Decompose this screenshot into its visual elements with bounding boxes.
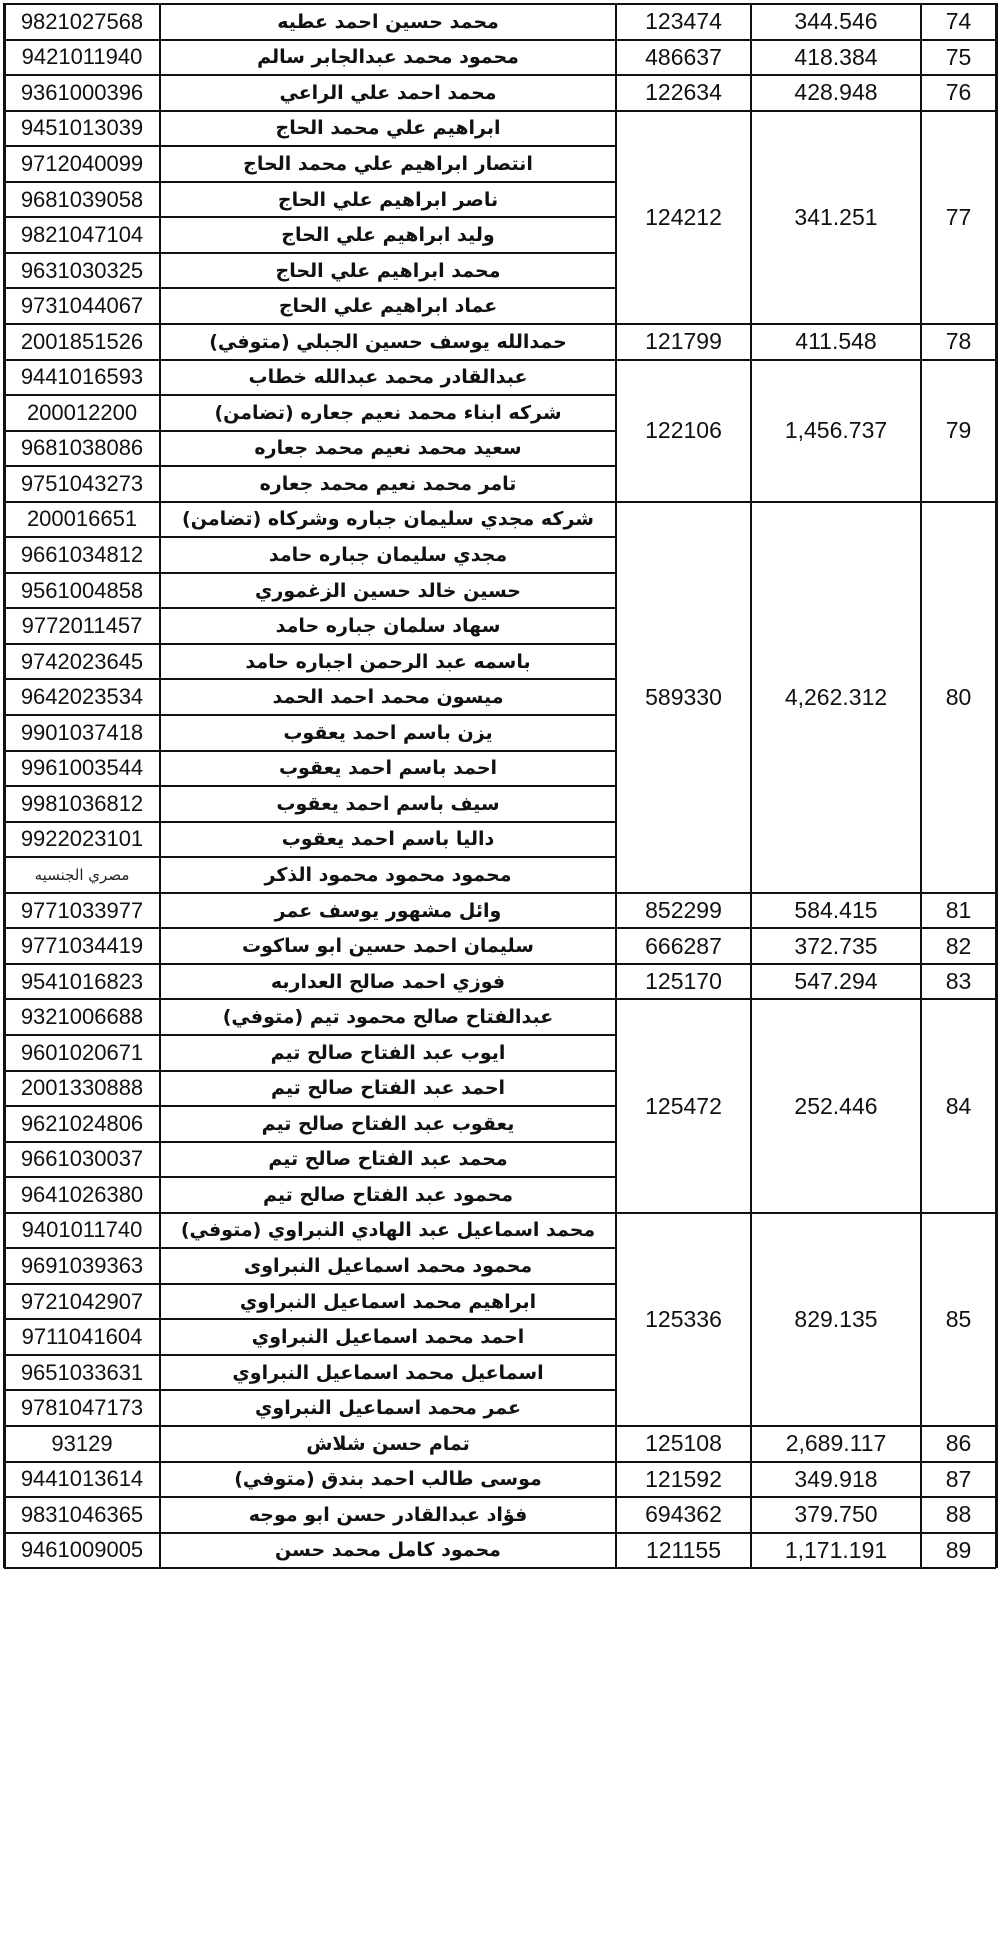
grid-line [4, 643, 616, 645]
owner-id: 9711041604 [21, 1324, 143, 1350]
area-value: 252.446 [794, 1092, 878, 1119]
owner-id: 200016651 [26, 506, 138, 532]
owner-name: محمد حسين احمد عطيه [277, 10, 499, 33]
owner-id: 9771033977 [20, 897, 144, 923]
grid-line [4, 39, 996, 41]
grid-line [4, 1247, 616, 1249]
owner-id: 9821047104 [20, 222, 144, 248]
grid-line [4, 216, 616, 218]
owner-name: ابراهيم محمد اسماعيل النبراوي [239, 1290, 537, 1313]
parcel-number: 123474 [645, 8, 722, 35]
parcel-number: 121799 [645, 328, 722, 355]
owner-id: 9561004858 [20, 577, 144, 603]
grid-line [615, 3, 617, 1568]
owner-id: 9712040099 [20, 150, 144, 176]
owner-id: 9631030325 [20, 257, 144, 283]
area-value: 428.948 [794, 79, 878, 106]
parcel-number: 125170 [645, 968, 722, 995]
owner-id: 9751043273 [20, 470, 144, 496]
owner-name: احمد باسم احمد يعقوب [278, 757, 498, 780]
owner-name: عمر محمد اسماعيل النبراوي [254, 1397, 522, 1420]
owner-name: محمود عبد الفتاح صالح تيم [262, 1183, 514, 1206]
area-value: 4,262.312 [784, 683, 888, 710]
grid-line [3, 3, 6, 1568]
area-value: 418.384 [794, 43, 878, 70]
grid-line [4, 465, 616, 467]
grid-line [4, 1567, 996, 1569]
owner-name: وليد ابراهيم علي الحاج [281, 224, 495, 247]
row-number: 84 [945, 1092, 972, 1119]
owner-id: 9772011457 [21, 613, 143, 639]
owner-id: 9451013039 [20, 115, 144, 141]
owner-name: محمود محمد عبدالجابر سالم [257, 46, 519, 69]
grid-line [4, 572, 616, 574]
owner-name: داليا باسم احمد يعقوب [281, 828, 495, 851]
owner-id: 2001851526 [20, 328, 144, 354]
owner-name: حمدالله يوسف حسين الجبلي (متوفي) [209, 330, 567, 353]
grid-line [4, 714, 616, 716]
parcel-number: 125108 [645, 1430, 722, 1457]
grid-line [4, 678, 616, 680]
grid-line [4, 607, 616, 609]
owner-id: 9661034812 [20, 542, 144, 568]
grid-line [4, 1425, 996, 1427]
parcel-number: 125336 [645, 1305, 722, 1332]
grid-line [4, 323, 996, 325]
owner-name: احمد محمد اسماعيل النبراوي [251, 1326, 525, 1349]
area-value: 584.415 [794, 897, 878, 924]
grid-line [4, 181, 616, 183]
owner-name: عبدالقادر محمد عبدالله خطاب [248, 366, 528, 389]
grid-line [4, 394, 616, 396]
row-number: 74 [945, 8, 972, 35]
grid-line [4, 1461, 996, 1463]
owner-id: 9961003544 [20, 755, 144, 781]
owner-name: محمد اسماعيل عبد الهادي النبراوي (متوفي) [180, 1219, 596, 1242]
owner-id: 9681038086 [20, 435, 144, 461]
owner-name: يعقوب عبد الفتاح صالح تيم [261, 1112, 515, 1135]
row-number: 75 [945, 43, 972, 70]
grid-line [4, 750, 616, 752]
owner-id: 9321006688 [20, 1004, 144, 1030]
owner-id: 9821027568 [20, 8, 144, 34]
grid-line [4, 110, 996, 112]
row-number: 89 [945, 1536, 972, 1563]
grid-line [4, 998, 996, 1000]
row-number: 80 [945, 683, 972, 710]
grid-line [920, 3, 922, 1568]
owner-name: مجدي سليمان جباره حامد [268, 544, 508, 567]
owner-id: 9641026380 [20, 1181, 144, 1207]
owner-name: ايوب عبد الفتاح صالح تيم [270, 1041, 506, 1064]
owner-name: يزن باسم احمد يعقوب [283, 721, 493, 744]
grid-line [4, 1212, 996, 1214]
owner-name: تمام حسن شلاش [306, 1432, 470, 1455]
parcel-number: 486637 [645, 43, 722, 70]
grid-line [750, 3, 752, 1568]
owner-name: محمود محمود محمود الذكر [264, 863, 512, 886]
owner-name: باسمه عبد الرحمن اجباره حامد [245, 650, 531, 673]
grid-line [4, 963, 996, 965]
owner-name: عبدالفتاح صالح محمود تيم (متوفي) [222, 1006, 554, 1029]
grid-line [4, 1532, 996, 1534]
owner-name: سعيد محمد نعيم محمد جعاره [254, 437, 522, 460]
grid-line [159, 3, 161, 1568]
owner-id: 9361000396 [20, 79, 144, 105]
owner-name: سليمان احمد حسين ابو ساكوت [242, 935, 534, 958]
owner-name: انتصار ابراهيم علي محمد الحاج [243, 152, 533, 175]
owner-id: 93129 [51, 1430, 113, 1456]
row-number: 85 [945, 1305, 972, 1332]
area-value: 372.735 [794, 932, 878, 959]
owner-name: محمود كامل محمد حسن [275, 1539, 501, 1562]
parcel-number: 852299 [645, 897, 722, 924]
owner-id: 9621024806 [20, 1110, 144, 1136]
owner-id: 9901037418 [20, 719, 144, 745]
area-value: 1,456.737 [784, 417, 888, 444]
grid-line [4, 1318, 616, 1320]
owner-id: 9541016823 [20, 968, 144, 994]
grid-line [4, 1496, 996, 1498]
owner-name: عماد ابراهيم علي الحاج [278, 295, 498, 318]
parcel-number: 122634 [645, 79, 722, 106]
grid-line [4, 1389, 616, 1391]
owner-id: 200012200 [26, 399, 138, 425]
grid-line [4, 1176, 616, 1178]
owner-name: سهاد سلمان جباره حامد [275, 615, 501, 638]
owner-id: 9441013614 [20, 1466, 144, 1492]
area-value: 829.135 [794, 1305, 878, 1332]
owner-name: محمد عبد الفتاح صالح تيم [268, 1148, 508, 1171]
owner-id: 9401011740 [21, 1217, 143, 1243]
owner-id: 9731044067 [20, 293, 144, 319]
area-value: 341.251 [794, 203, 878, 230]
owner-name: تامر محمد نعيم محمد جعاره [259, 472, 517, 495]
owner-id: 9981036812 [20, 790, 144, 816]
owner-id: 9691039363 [20, 1253, 144, 1279]
owner-id: 2001330888 [20, 1075, 144, 1101]
area-value: 349.918 [794, 1465, 878, 1492]
owner-name: سيف باسم احمد يعقوب [276, 792, 500, 815]
owner-name: ابراهيم علي محمد الحاج [275, 117, 501, 140]
owner-id: 9642023534 [20, 684, 144, 710]
owner-id: 9781047173 [20, 1395, 144, 1421]
grid-line [4, 1354, 616, 1356]
owner-id: 9721042907 [20, 1288, 144, 1314]
row-number: 88 [945, 1501, 972, 1528]
parcel-number: 589330 [645, 683, 722, 710]
parcel-number: 694362 [645, 1501, 722, 1528]
area-value: 2,689.117 [785, 1430, 887, 1457]
row-number: 82 [945, 932, 972, 959]
area-value: 411.548 [795, 328, 877, 355]
grid-line [4, 785, 616, 787]
grid-line [4, 927, 996, 929]
parcel-number: 121155 [645, 1536, 722, 1563]
owner-name: حسين خالد حسين الزغموري [255, 579, 521, 602]
grid-line [4, 1105, 616, 1107]
owner-id: 9681039058 [20, 186, 144, 212]
owner-name: ميسون محمد احمد الحمد [272, 686, 504, 709]
owner-name: اسماعيل محمد اسماعيل النبراوي [232, 1361, 544, 1384]
grid-line [4, 287, 616, 289]
owner-id: مصري الجنسيه [34, 865, 130, 884]
owner-id: 9661030037 [20, 1146, 144, 1172]
owner-id: 9651033631 [20, 1359, 144, 1385]
owner-name: شركه مجدي سليمان جباره وشركاه (تضامن) [182, 508, 594, 531]
row-number: 78 [945, 328, 972, 355]
grid-line [4, 359, 996, 361]
row-number: 79 [945, 417, 972, 444]
grid-line [4, 892, 996, 894]
owner-id: 9922023101 [20, 826, 144, 852]
owner-name: محمد احمد علي الراعي [279, 81, 497, 104]
grid-line [4, 1141, 616, 1143]
area-value: 344.546 [794, 8, 878, 35]
owner-name: شركه ابناء محمد نعيم جعاره (تضامن) [214, 401, 562, 424]
row-number: 81 [945, 897, 972, 924]
grid-line [4, 536, 616, 538]
parcel-number: 125472 [645, 1092, 722, 1119]
parcel-number: 666287 [645, 932, 722, 959]
owner-id: 9441016593 [20, 364, 144, 390]
area-value: 1,171.191 [784, 1536, 888, 1563]
row-number: 87 [945, 1465, 972, 1492]
owner-id: 9421011940 [21, 44, 143, 70]
row-number: 77 [945, 203, 972, 230]
owner-id: 9771034419 [20, 933, 144, 959]
owner-name: وائل مشهور يوسف عمر [274, 899, 502, 922]
parcel-number: 122106 [645, 417, 722, 444]
owner-id: 9742023645 [20, 648, 144, 674]
owner-name: فوزي احمد صالح العداربه [270, 970, 506, 993]
owner-id: 9601020671 [20, 1039, 144, 1065]
owner-id: 9461009005 [20, 1537, 144, 1563]
parcel-number: 121592 [645, 1465, 722, 1492]
parcel-number: 124212 [645, 203, 722, 230]
grid-line [4, 74, 996, 76]
grid-line [4, 430, 616, 432]
grid-line [4, 501, 996, 503]
owner-name: فؤاد عبدالقادر حسن ابو موجه [248, 1503, 528, 1526]
area-value: 379.750 [794, 1501, 878, 1528]
grid-line [4, 252, 616, 254]
owner-name: احمد عبد الفتاح صالح تيم [270, 1077, 506, 1100]
grid-line [4, 1070, 616, 1072]
owner-name: محمد ابراهيم علي الحاج [275, 259, 501, 282]
grid-line [4, 856, 616, 858]
grid-line [995, 3, 998, 1568]
row-number: 86 [945, 1430, 972, 1457]
grid-line [4, 1283, 616, 1285]
grid-line [4, 145, 616, 147]
owner-name: موسى طالب احمد بندق (متوفي) [234, 1468, 542, 1491]
grid-line [4, 3, 996, 5]
owner-name: ناصر ابراهيم علي الحاج [277, 188, 499, 211]
owner-name: محمود محمد اسماعيل النبراوى [243, 1255, 533, 1278]
area-value: 547.294 [794, 968, 878, 995]
grid-line [4, 821, 616, 823]
row-number: 76 [945, 79, 972, 106]
grid-line [4, 1034, 616, 1036]
row-number: 83 [945, 968, 972, 995]
owner-id: 9831046365 [20, 1501, 144, 1527]
